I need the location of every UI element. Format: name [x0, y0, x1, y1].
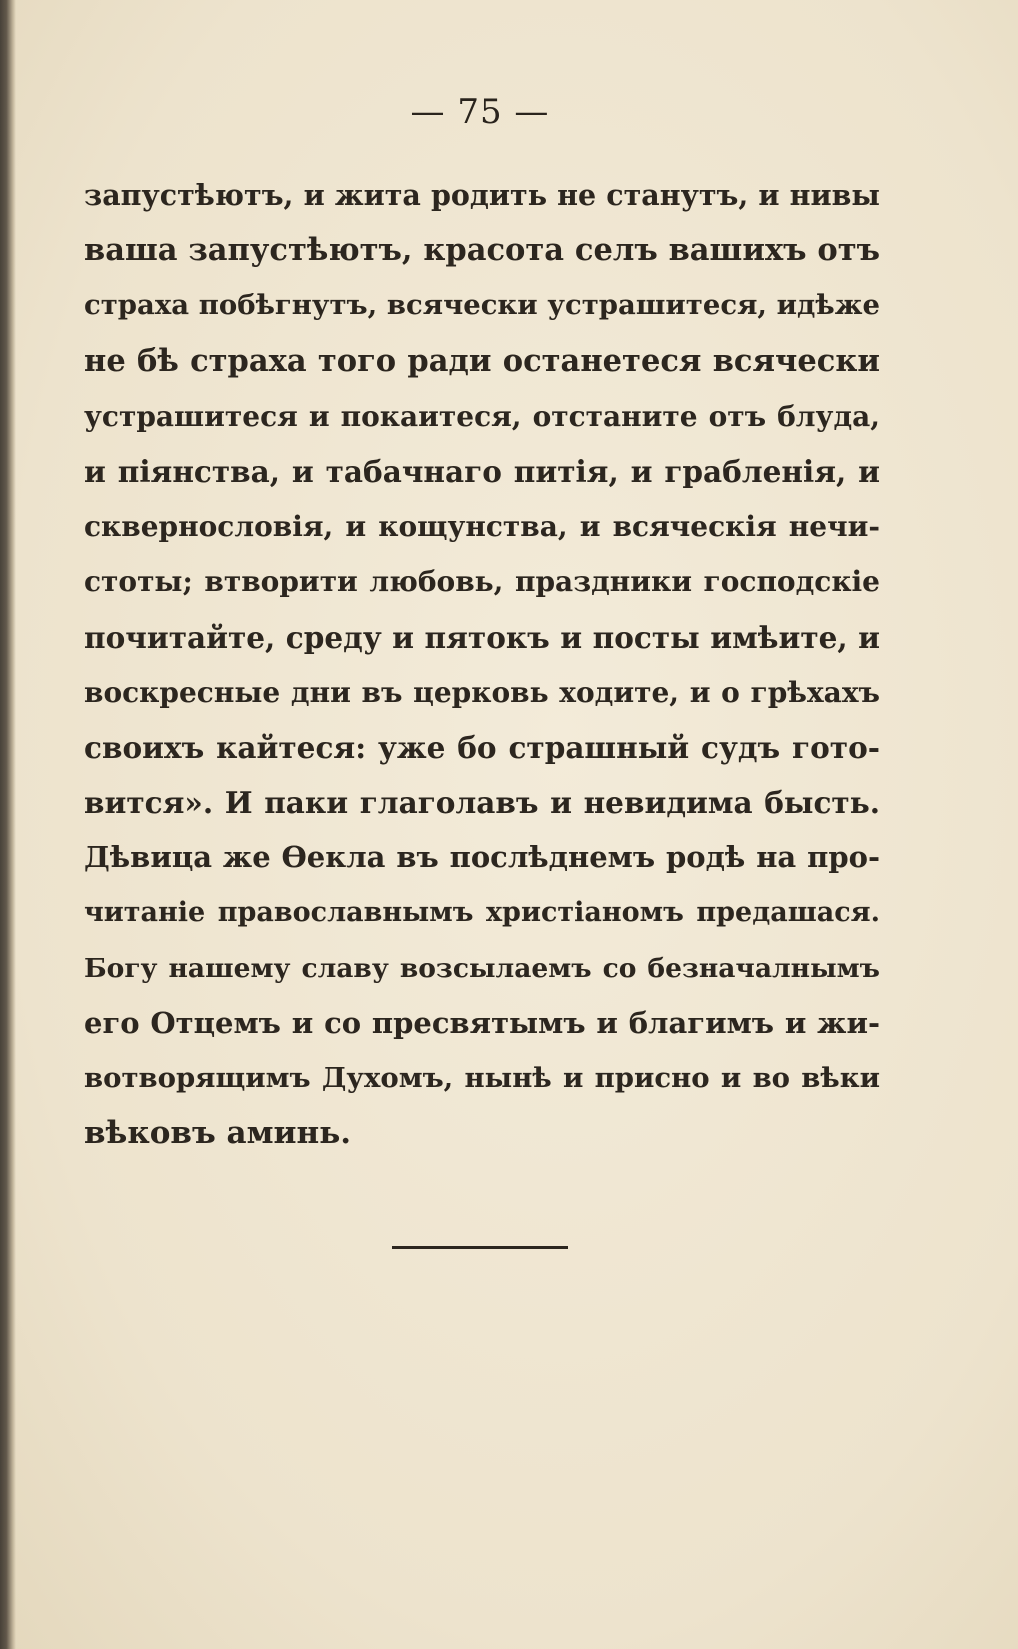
text-line: запустѣютъ, и жита родить не станутъ, и нивы — [84, 178, 880, 212]
body-text — [84, 168, 880, 1161]
text-line: вится». И паки глаголавъ и невидима бысть. — [84, 785, 880, 821]
text-line: Богу нашему славу возсылаемъ со безначалнымъ — [84, 952, 880, 984]
text-line: не бѣ страха того ради останетеся всячески — [84, 342, 880, 379]
text-line-last: вѣковъ аминь. — [84, 1115, 352, 1152]
text-line: читанiе православнымъ христiаномъ предашася. — [84, 897, 880, 929]
text-line: своихъ кайтеся: уже бо страшный судъ гото- — [84, 729, 880, 765]
text-line: Дѣвица же Ѳекла въ послѣднемъ родѣ на про- — [84, 840, 880, 875]
text-line: сквернословiя, и кощунства, и всяческiя нечи- — [84, 510, 880, 544]
text-line: почитайте, среду и пятокъ и посты имѣите, и — [84, 619, 880, 655]
end-rule — [392, 1246, 568, 1249]
text-line: ваша запустѣютъ, красота селъ вашихъ отъ — [84, 232, 880, 269]
binding-edge — [0, 0, 16, 1649]
text-line: стоты; втворити любовь, праздники господскiе — [84, 565, 880, 599]
text-line: и пiянства, и табачнаго питiя, и грабленiя, и — [84, 453, 880, 489]
text-line: вотворящимъ Духомъ, нынѣ и присно и во вѣки — [84, 1062, 880, 1094]
text-line: его Отцемъ и со пресвятымъ и благимъ и жи- — [84, 1005, 880, 1040]
text-line: воскресные дни въ церковь ходите, и о грѣхахъ — [84, 675, 880, 709]
text-line: устрашитеся и покаитеся, отстаните отъ блуда, — [84, 399, 880, 433]
text-line: страха побѣгнутъ, всячески устрашитеся, идѣже — [84, 289, 880, 322]
page-number: — 75 — — [410, 92, 550, 132]
